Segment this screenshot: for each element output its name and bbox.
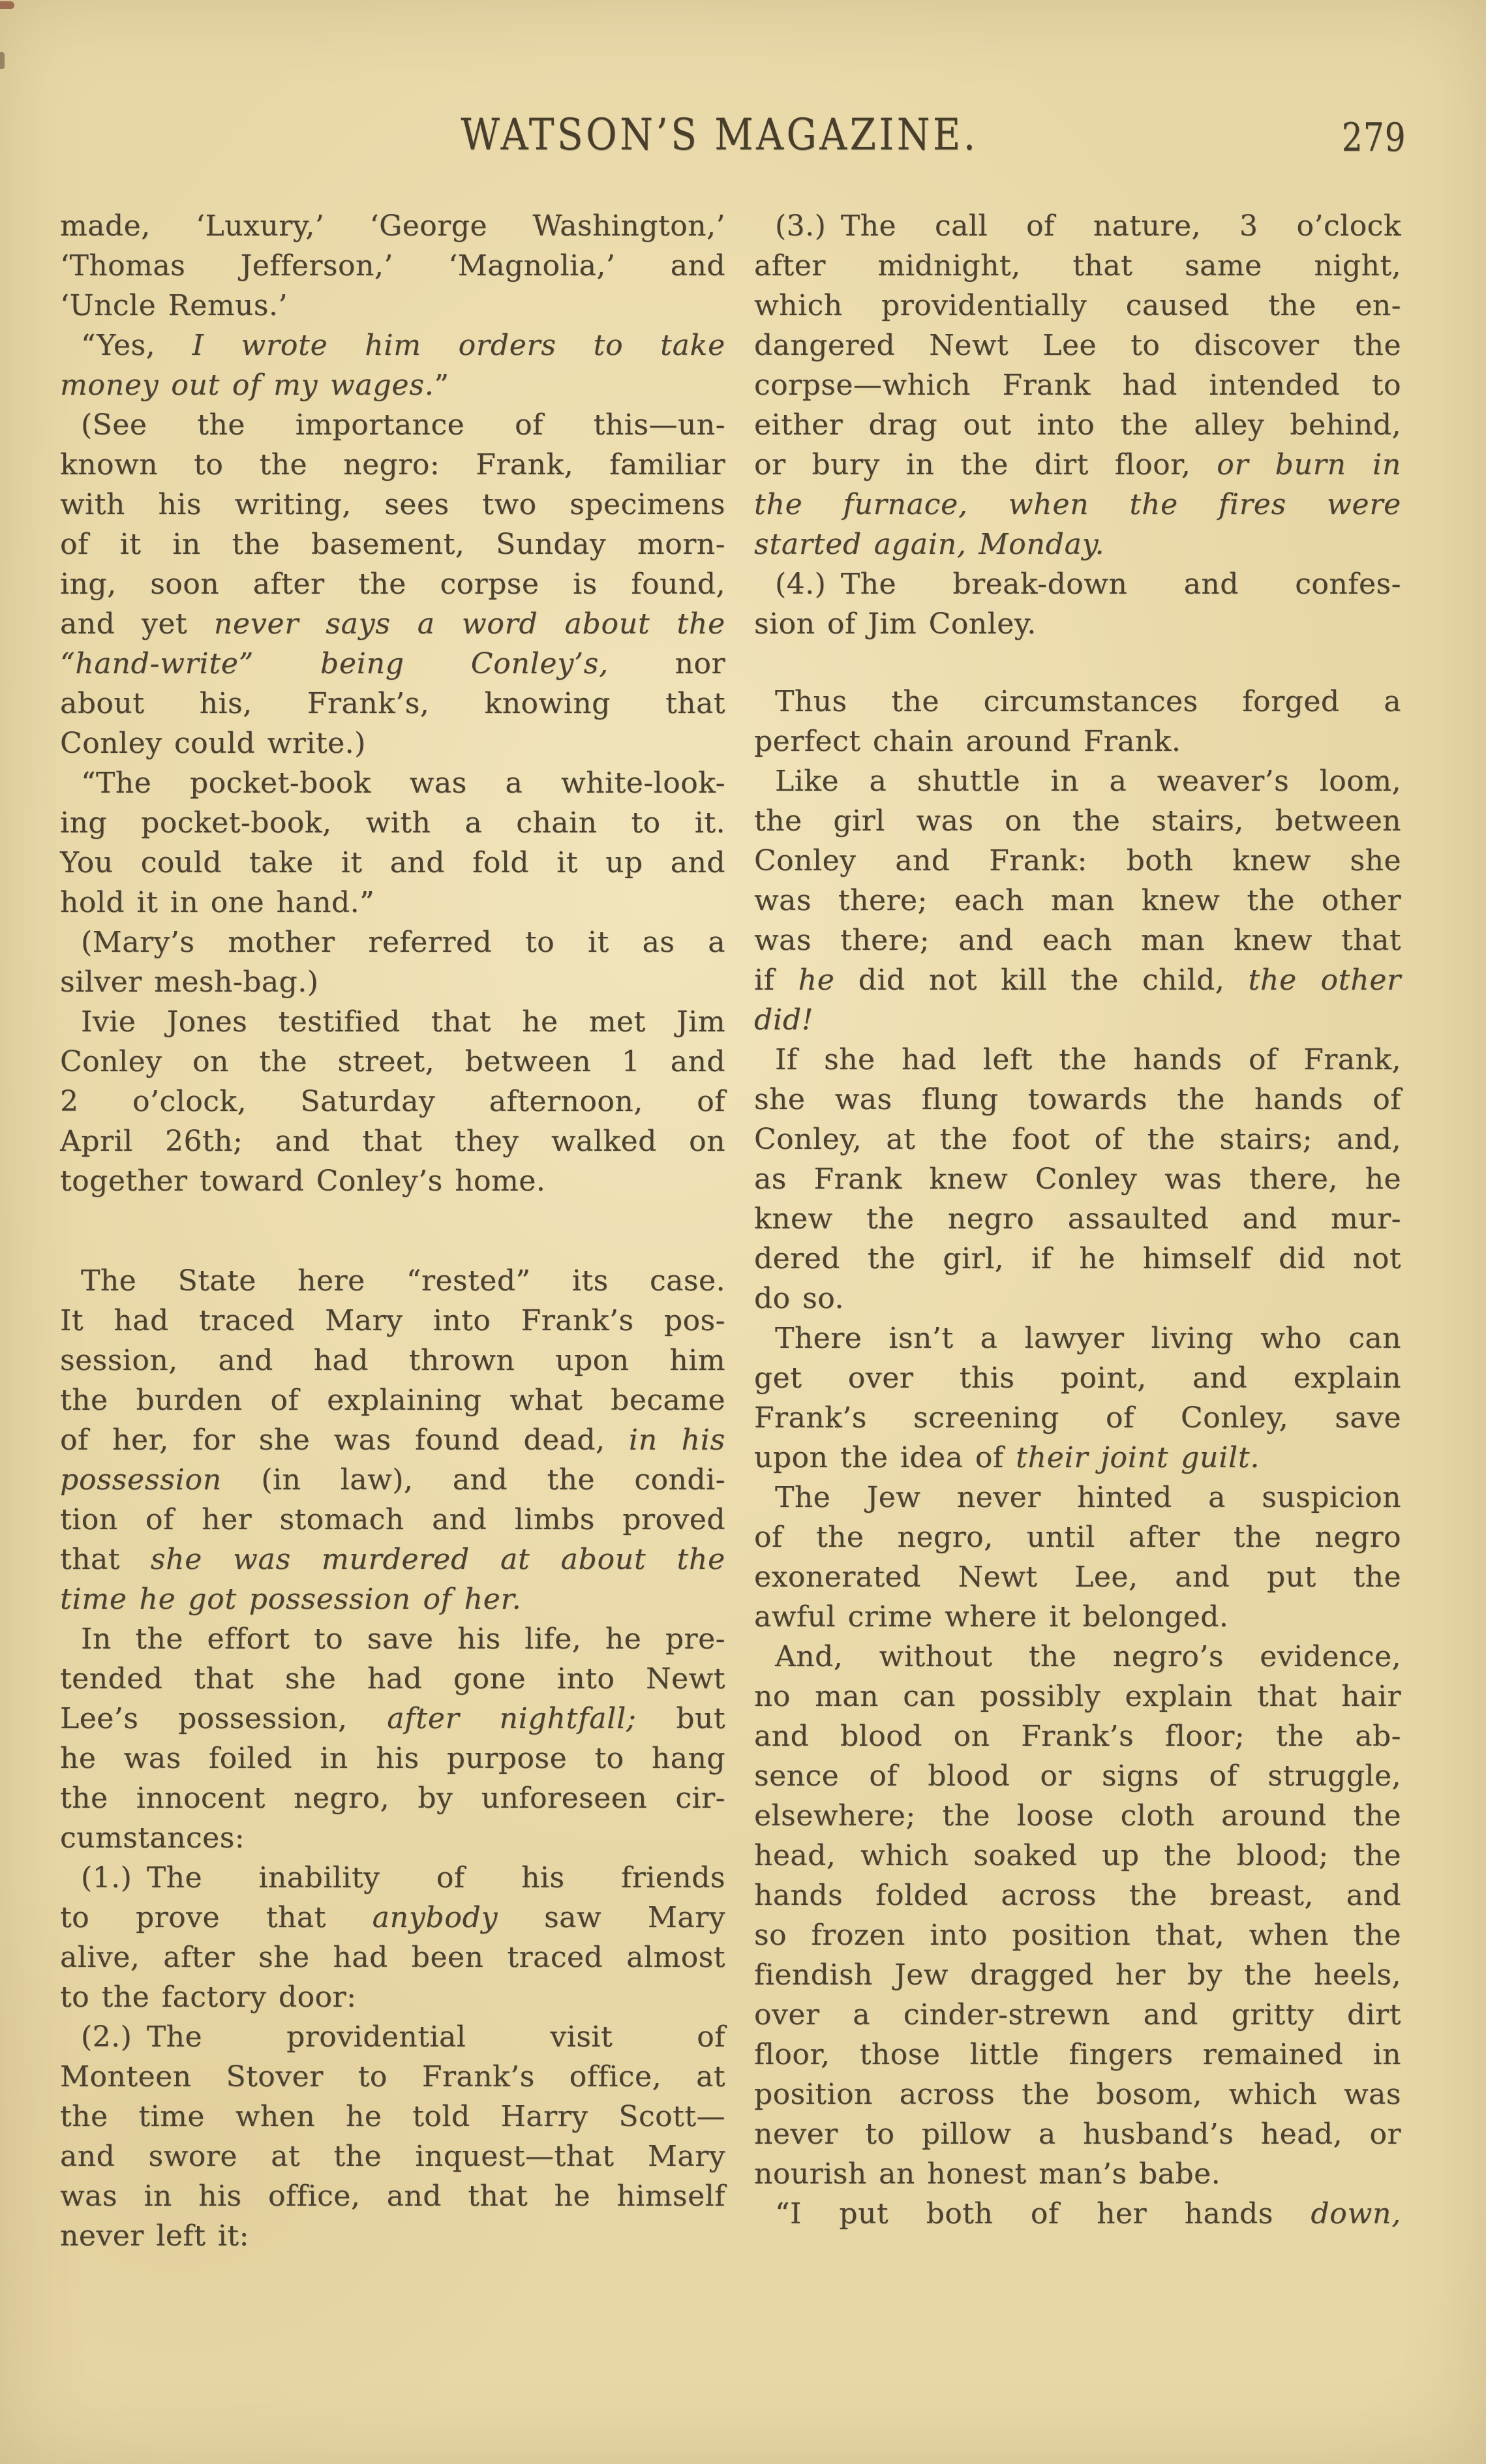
- text-line: [60, 445, 725, 485]
- text-segment: “Yes,: [81, 329, 192, 362]
- text-segment: known to the negro: Frank, familiar: [60, 448, 725, 481]
- text-line: [60, 763, 725, 803]
- text-segment: session, and had thrown upon him: [60, 1344, 725, 1377]
- text-segment: Monteen Stover to Frank’s office, at: [60, 2060, 725, 2093]
- text-line: [60, 2137, 725, 2176]
- text-segment: so frozen into position that, when the: [754, 1919, 1401, 1952]
- text-segment: “I put both of her hands: [775, 2197, 1311, 2230]
- text-line: [60, 405, 725, 445]
- text-segment: after midnight, that same night,: [754, 249, 1401, 282]
- text-line: [60, 2057, 725, 2097]
- text-segment: Conley could write.): [60, 727, 366, 760]
- text-line: [754, 365, 1401, 405]
- text-line: [754, 761, 1401, 801]
- text-segment: It had traced Mary into Frank’s pos-: [60, 1304, 725, 1337]
- text-line: [60, 1500, 725, 1540]
- text-line: [754, 2194, 1401, 2234]
- text-segment: Frank’s screening of Conley, save: [754, 1401, 1401, 1435]
- text-segment: exonerated Newt Lee, and put the: [754, 1560, 1401, 1594]
- text-line: [60, 604, 725, 644]
- text-line: [754, 1517, 1401, 1557]
- text-line: [754, 1199, 1401, 1239]
- text-line: [754, 564, 1401, 604]
- text-line: [754, 1955, 1401, 1995]
- text-line: [60, 1121, 725, 1161]
- text-line: [754, 1597, 1401, 1637]
- text-segment: did not kill the child,: [834, 964, 1249, 997]
- text-segment: nourish an honest man’s babe.: [754, 2157, 1221, 2191]
- text-line: [754, 722, 1401, 761]
- text-segment: Thus the circumstances forged a: [775, 685, 1401, 718]
- text-segment: ‘Uncle Remus.’: [60, 289, 288, 322]
- text-segment: corpse—which Frank had intended to: [754, 369, 1401, 402]
- text-line: [754, 286, 1401, 326]
- text-segment: the time when he told Harry Scott—: [60, 2100, 725, 2133]
- italic-text-segment: after nightfall;: [387, 1702, 637, 1735]
- text-segment: she was flung towards the hands of: [754, 1083, 1401, 1116]
- text-line: [60, 803, 725, 843]
- text-segment: Conley on the street, between 1 and: [60, 1045, 725, 1078]
- text-line: [754, 1995, 1401, 2035]
- text-line: [60, 1898, 725, 1938]
- text-segment: hold it in one hand.”: [60, 886, 375, 919]
- text-segment: over a cinder-strewn and gritty dirt: [754, 1998, 1401, 2031]
- text-line: [60, 1161, 725, 1201]
- text-line: [60, 1659, 725, 1699]
- text-line: [754, 1836, 1401, 1876]
- text-segment: 2 o’clock, Saturday afternoon, of: [60, 1085, 725, 1118]
- text-line: [60, 1380, 725, 1420]
- text-segment: (See the importance of this—un-: [81, 408, 725, 442]
- italic-text-segment: time he got possession of her.: [60, 1583, 522, 1616]
- text-segment: if: [754, 964, 798, 997]
- text-line: [754, 1239, 1401, 1279]
- text-line: [754, 1557, 1401, 1597]
- text-line: [754, 206, 1401, 246]
- text-segment: the burden of explaining what became: [60, 1384, 725, 1417]
- text-segment: saw Mary: [498, 1901, 726, 1934]
- text-segment: sion of Jim Conley.: [754, 607, 1037, 641]
- text-segment: as Frank knew Conley was there, he: [754, 1163, 1401, 1196]
- text-line: [60, 684, 725, 723]
- text-line: [754, 2035, 1401, 2075]
- text-segment: do so.: [754, 1282, 844, 1315]
- text-line: [754, 1159, 1401, 1199]
- text-segment: Lee’s possession,: [60, 1702, 387, 1735]
- text-line: [754, 682, 1401, 722]
- text-segment: In the effort to save his life, he pre-: [81, 1622, 725, 1656]
- text-line: [754, 1119, 1401, 1159]
- text-line: [60, 1818, 725, 1858]
- text-line: [60, 644, 725, 684]
- text-line: [60, 326, 725, 365]
- text-line: [754, 405, 1401, 445]
- italic-text-segment: down,: [1311, 2197, 1401, 2230]
- text-segment: (4.) The break-down and confes-: [775, 568, 1401, 601]
- text-line: [754, 1080, 1401, 1119]
- text-segment: dered the girl, if he himself did not: [754, 1242, 1401, 1275]
- text-line: [754, 801, 1401, 841]
- text-line: [60, 1002, 725, 1042]
- text-segment: and yet: [60, 607, 214, 641]
- text-segment: There isn’t a lawyer living who can: [775, 1322, 1401, 1355]
- text-line: [60, 1739, 725, 1778]
- text-segment: (3.) The call of nature, 3 o’clock: [775, 209, 1401, 243]
- text-line: [60, 1778, 725, 1818]
- text-segment: or bury in the dirt floor,: [754, 448, 1217, 481]
- text-line: [60, 843, 725, 883]
- italic-text-segment: the other: [1248, 964, 1402, 997]
- text-segment: to the factory door:: [60, 1981, 357, 2014]
- text-line: [754, 1756, 1401, 1796]
- text-segment: nor: [608, 647, 725, 680]
- italic-text-segment: she was murdered at about the: [150, 1543, 725, 1576]
- text-line: [60, 2097, 725, 2137]
- text-segment: If she had left the hands of Frank,: [775, 1043, 1401, 1076]
- text-line: [754, 485, 1401, 525]
- page-number: 279: [1342, 115, 1406, 160]
- italic-text-segment: their joint guilt.: [1016, 1441, 1260, 1474]
- text-line: [60, 1858, 725, 1898]
- italic-text-segment: or burn in: [1217, 448, 1401, 481]
- text-segment: You could take it and fold it up and: [60, 846, 725, 879]
- left-column: [60, 206, 725, 2256]
- text-segment: was in his office, and that he himself: [60, 2180, 725, 2213]
- text-line: [754, 1040, 1401, 1080]
- text-line: [754, 1876, 1401, 1915]
- text-segment: ing, soon after the corpse is found,: [60, 568, 725, 601]
- text-line: [60, 1540, 725, 1579]
- text-segment: Ivie Jones testified that he met Jim: [81, 1005, 725, 1039]
- text-segment: no man can possibly explain that hair: [754, 1680, 1401, 1713]
- text-line: [754, 841, 1401, 881]
- text-segment: And, without the negro’s evidence,: [775, 1640, 1401, 1673]
- text-line: [754, 1438, 1401, 1478]
- text-line: [754, 1915, 1401, 1955]
- text-segment: (in law), and the condi-: [221, 1463, 725, 1497]
- text-line: [754, 525, 1401, 564]
- text-segment: alive, after she had been traced almost: [60, 1941, 725, 1974]
- text-line: [754, 2075, 1401, 2114]
- text-line: [754, 1716, 1401, 1756]
- text-segment: April 26th; and that they walked on: [60, 1125, 725, 1158]
- text-line: [754, 1796, 1401, 1836]
- text-segment: cumstances:: [60, 1821, 245, 1855]
- text-segment: and blood on Frank’s floor; the ab-: [754, 1720, 1401, 1753]
- text-line: [60, 286, 725, 326]
- text-segment: tion of her stomach and limbs proved: [60, 1503, 725, 1536]
- text-line: [754, 604, 1401, 644]
- text-line: [60, 1579, 725, 1619]
- text-line: [60, 1341, 725, 1380]
- text-line: [60, 723, 725, 763]
- italic-text-segment: anybody: [372, 1901, 498, 1934]
- text-line: [754, 2114, 1401, 2154]
- text-line: [754, 246, 1401, 286]
- text-segment: was there; and each man knew that: [754, 924, 1401, 957]
- text-segment: awful crime where it belonged.: [754, 1600, 1229, 1634]
- text-segment: sence of blood or signs of struggle,: [754, 1759, 1401, 1793]
- text-line: [60, 1938, 725, 1977]
- text-segment: the innocent negro, by unforeseen cir-: [60, 1782, 725, 1815]
- text-segment: of the negro, until after the negro: [754, 1521, 1401, 1554]
- text-segment: he was foiled in his purpose to hang: [60, 1742, 725, 1775]
- text-segment: together toward Conley’s home.: [60, 1164, 546, 1198]
- text-line: [60, 365, 725, 405]
- text-line: [60, 1619, 725, 1659]
- text-line: [754, 920, 1401, 960]
- italic-text-segment: he: [798, 964, 835, 997]
- text-segment: elsewhere; the loose cloth around the: [754, 1799, 1401, 1833]
- text-segment: of her, for she was found dead,: [60, 1423, 629, 1457]
- text-line: [60, 1460, 725, 1500]
- text-segment: ing pocket-book, with a chain to it.: [60, 806, 725, 840]
- text-line: [60, 962, 725, 1002]
- text-segment: (Mary’s mother referred to it as a: [81, 926, 725, 959]
- text-line: [754, 1677, 1401, 1716]
- text-segment: silver mesh-bag.): [60, 966, 319, 999]
- italic-text-segment: did!: [754, 1003, 814, 1037]
- text-line: [754, 881, 1401, 920]
- text-segment: Conley, at the foot of the stairs; and,: [754, 1123, 1401, 1156]
- text-segment: (1.) The inability of his friends: [81, 1861, 725, 1894]
- text-line: [60, 564, 725, 604]
- text-segment: made, ‘Luxury,’ ‘George Washington,’: [60, 209, 725, 243]
- text-line: [60, 206, 725, 246]
- page-header: [0, 0, 1486, 196]
- text-line: [754, 1318, 1401, 1358]
- text-line: [754, 1358, 1401, 1398]
- text-line: [60, 1261, 725, 1301]
- text-segment: either drag out into the alley behind,: [754, 408, 1401, 442]
- text-line: [60, 525, 725, 564]
- text-segment: head, which soaked up the blood; the: [754, 1839, 1401, 1872]
- text-segment: perfect chain around Frank.: [754, 725, 1181, 758]
- text-segment: ”: [434, 369, 449, 402]
- text-line: [60, 2216, 725, 2256]
- text-segment: never to pillow a husband’s head, or: [754, 2118, 1401, 2151]
- italic-text-segment: money out of my wages.: [60, 369, 434, 402]
- text-segment: Like a shuttle in a weaver’s loom,: [775, 765, 1401, 798]
- italic-text-segment: I wrote him orders to take: [192, 329, 725, 362]
- text-segment: get over this point, and explain: [754, 1361, 1401, 1395]
- text-line: [754, 1398, 1401, 1438]
- italic-text-segment: “hand-write” being Conley’s,: [60, 647, 609, 680]
- text-segment: the girl was on the stairs, between: [754, 804, 1401, 838]
- text-segment: ‘Thomas Jefferson,’ ‘Magnolia,’ and: [60, 249, 725, 282]
- right-column: [754, 206, 1401, 2234]
- italic-text-segment: in his: [628, 1423, 725, 1457]
- text-line: [60, 1420, 725, 1460]
- text-segment: dangered Newt Lee to discover the: [754, 329, 1401, 362]
- text-segment: of it in the basement, Sunday morn-: [60, 528, 725, 561]
- text-segment: “The pocket-book was a white-look-: [81, 767, 725, 800]
- text-line: [754, 960, 1401, 1000]
- text-segment: was there; each man knew the other: [754, 884, 1401, 917]
- text-segment: to prove that: [60, 1901, 372, 1934]
- magazine-title: WATSON’S MAGAZINE.: [461, 110, 978, 160]
- text-segment: and swore at the inquest—that Mary: [60, 2140, 725, 2173]
- italic-text-segment: never says a word about the: [213, 607, 726, 641]
- italic-text-segment: the furnace, when the fires were: [754, 488, 1401, 521]
- text-segment: fiendish Jew dragged her by the heels,: [754, 1958, 1401, 1992]
- text-segment: which providentially caused the en-: [754, 289, 1401, 322]
- text-segment: position across the bosom, which was: [754, 2078, 1401, 2111]
- text-segment: upon the idea of: [754, 1441, 1016, 1474]
- text-line: [754, 1478, 1401, 1517]
- text-line: [754, 1279, 1401, 1318]
- text-line: [60, 1042, 725, 1082]
- text-line: [754, 2154, 1401, 2194]
- text-segment: with his writing, sees two specimens: [60, 488, 725, 521]
- text-line: [60, 1977, 725, 2017]
- italic-text-segment: started again, Monday.: [754, 528, 1105, 561]
- text-segment: knew the negro assaulted and mur-: [754, 1202, 1401, 1236]
- text-segment: never left it:: [60, 2219, 249, 2253]
- text-line: [60, 883, 725, 922]
- text-line: [60, 1699, 725, 1739]
- text-segment: but: [636, 1702, 725, 1735]
- text-segment: that: [60, 1543, 151, 1576]
- text-line: [60, 2176, 725, 2216]
- text-segment: hands folded across the breast, and: [754, 1879, 1401, 1912]
- text-line: [754, 1000, 1401, 1040]
- text-line: [754, 445, 1401, 485]
- italic-text-segment: possession: [60, 1463, 222, 1497]
- text-line: [60, 1082, 725, 1121]
- text-segment: tended that she had gone into Newt: [60, 1662, 725, 1696]
- text-segment: The State here “rested” its case.: [81, 1264, 725, 1298]
- text-line: [60, 485, 725, 525]
- text-line: [60, 922, 725, 962]
- text-segment: (2.) The providential visit of: [81, 2020, 725, 2054]
- text-line: [754, 326, 1401, 365]
- text-segment: floor, those little fingers remained in: [754, 2038, 1401, 2071]
- text-line: [754, 1637, 1401, 1677]
- text-line: [60, 1301, 725, 1341]
- text-segment: about his, Frank’s, knowing that: [60, 687, 725, 720]
- text-line: [60, 246, 725, 286]
- text-line: [60, 2017, 725, 2057]
- text-segment: The Jew never hinted a suspicion: [775, 1481, 1401, 1514]
- text-segment: Conley and Frank: both knew she: [754, 844, 1401, 877]
